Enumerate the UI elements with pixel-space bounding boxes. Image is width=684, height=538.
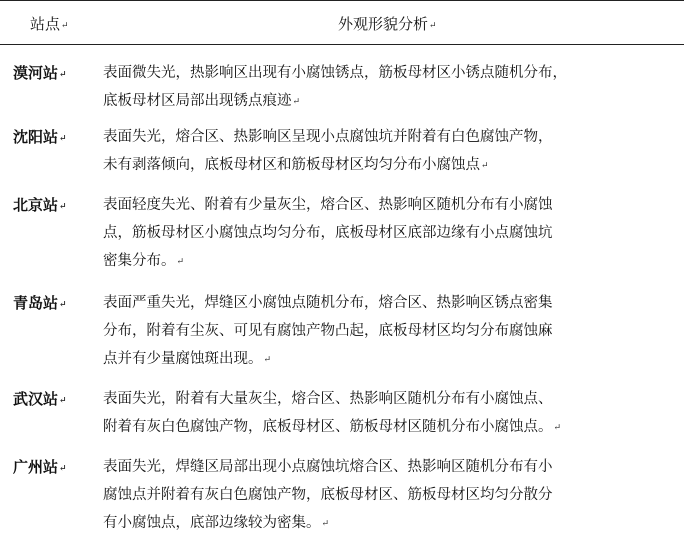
analysis-line [103, 247, 679, 275]
analysis-line [103, 219, 679, 247]
station-cell [13, 453, 67, 483]
station-name: 武汉站 [13, 390, 59, 408]
paragraph-mark-icon: ↵ [61, 21, 69, 31]
analysis-line [103, 413, 679, 441]
paragraph-mark-icon: ↵ [553, 423, 562, 433]
paragraph-mark-icon: ↵ [292, 97, 301, 107]
paragraph-mark-icon: ↵ [59, 202, 67, 212]
analysis-line [103, 123, 679, 151]
station-name: 沈阳站 [13, 128, 59, 146]
analysis-text: 腐蚀点并附着有灰白色腐蚀产物，底板母材区、筋板母材区均匀分散分 [103, 487, 553, 503]
station-cell [13, 289, 67, 319]
analysis-cell [103, 289, 679, 373]
header-station-label: 站点 [30, 15, 61, 33]
analysis-text: 表面失光，附着有大量灰尘，熔合区、热影响区随机分布有小腐蚀点、 [103, 391, 553, 407]
paragraph-mark-icon: ↵ [59, 396, 67, 406]
station-name: 广州站 [13, 458, 59, 476]
analysis-text: 表面微失光，热影响区出现有小腐蚀锈点，筋板母材区小锈点随机分布， [103, 65, 567, 81]
analysis-line [103, 151, 679, 179]
paragraph-mark-icon: ↵ [59, 134, 67, 144]
paragraph-mark-icon: ↵ [263, 355, 272, 365]
analysis-text: 未有剥落倾向，底板母材区和筋板母材区均匀分布小腐蚀点 [103, 157, 480, 173]
table-header-rule [0, 44, 684, 45]
station-name: 北京站 [13, 196, 59, 214]
header-station [30, 14, 69, 36]
analysis-cell [103, 453, 679, 537]
analysis-text: 点，筋板母材区小腐蚀点均匀分布，底板母材区底部边缘有小点腐蚀坑 [103, 225, 553, 241]
paragraph-mark-icon: ↵ [321, 519, 330, 529]
analysis-line [103, 509, 679, 537]
analysis-text: 表面轻度失光、附着有少量灰尘，熔合区、热影响区随机分布有小腐蚀 [103, 197, 553, 213]
analysis-text: 分布，附着有尘灰、可见有腐蚀产物凸起，底板母材区均匀分布腐蚀麻 [103, 323, 553, 339]
analysis-line [103, 481, 679, 509]
station-name: 漠河站 [13, 64, 59, 82]
header-analysis-label: 外观形貌分析 [338, 15, 429, 33]
station-cell [13, 59, 67, 89]
paragraph-mark-icon: ↵ [59, 464, 67, 474]
station-cell [13, 385, 67, 415]
station-name: 青岛站 [13, 294, 59, 312]
paragraph-mark-icon: ↵ [59, 300, 67, 310]
paragraph-mark-icon: ↵ [59, 70, 67, 80]
analysis-cell [103, 191, 679, 275]
analysis-text: 底板母材区局部出现锈点痕迹 [103, 93, 292, 109]
analysis-cell [103, 385, 679, 441]
analysis-line [103, 289, 679, 317]
paragraph-mark-icon: ↵ [176, 257, 185, 267]
analysis-cell [103, 123, 679, 179]
analysis-line [103, 385, 679, 413]
station-cell [13, 191, 67, 221]
analysis-text: 附着有灰白色腐蚀产物，底板母材区、筋板母材区随机分布小腐蚀点。 [103, 419, 553, 435]
analysis-line [103, 453, 679, 481]
analysis-text: 表面失光，熔合区、热影响区呈现小点腐蚀坑并附着有白色腐蚀产物， [103, 129, 553, 145]
analysis-line [103, 59, 679, 87]
analysis-text: 表面严重失光，焊缝区小腐蚀点随机分布，熔合区、热影响区锈点密集 [103, 295, 553, 311]
analysis-text: 密集分布。 [103, 253, 176, 269]
analysis-line [103, 87, 679, 115]
analysis-line [103, 345, 679, 373]
table-top-rule [0, 0, 684, 1]
analysis-text: 点并有少量腐蚀斑出现。 [103, 351, 263, 367]
analysis-cell [103, 59, 679, 115]
station-cell [13, 123, 67, 153]
analysis-line [103, 317, 679, 345]
analysis-text: 有小腐蚀点，底部边缘较为密集。 [103, 515, 321, 531]
header-analysis [338, 14, 437, 36]
paragraph-mark-icon: ↵ [429, 21, 437, 31]
paragraph-mark-icon: ↵ [481, 161, 489, 171]
analysis-text: 表面失光，焊缝区局部出现小点腐蚀坑熔合区、热影响区随机分布有小 [103, 459, 553, 475]
analysis-line [103, 191, 679, 219]
